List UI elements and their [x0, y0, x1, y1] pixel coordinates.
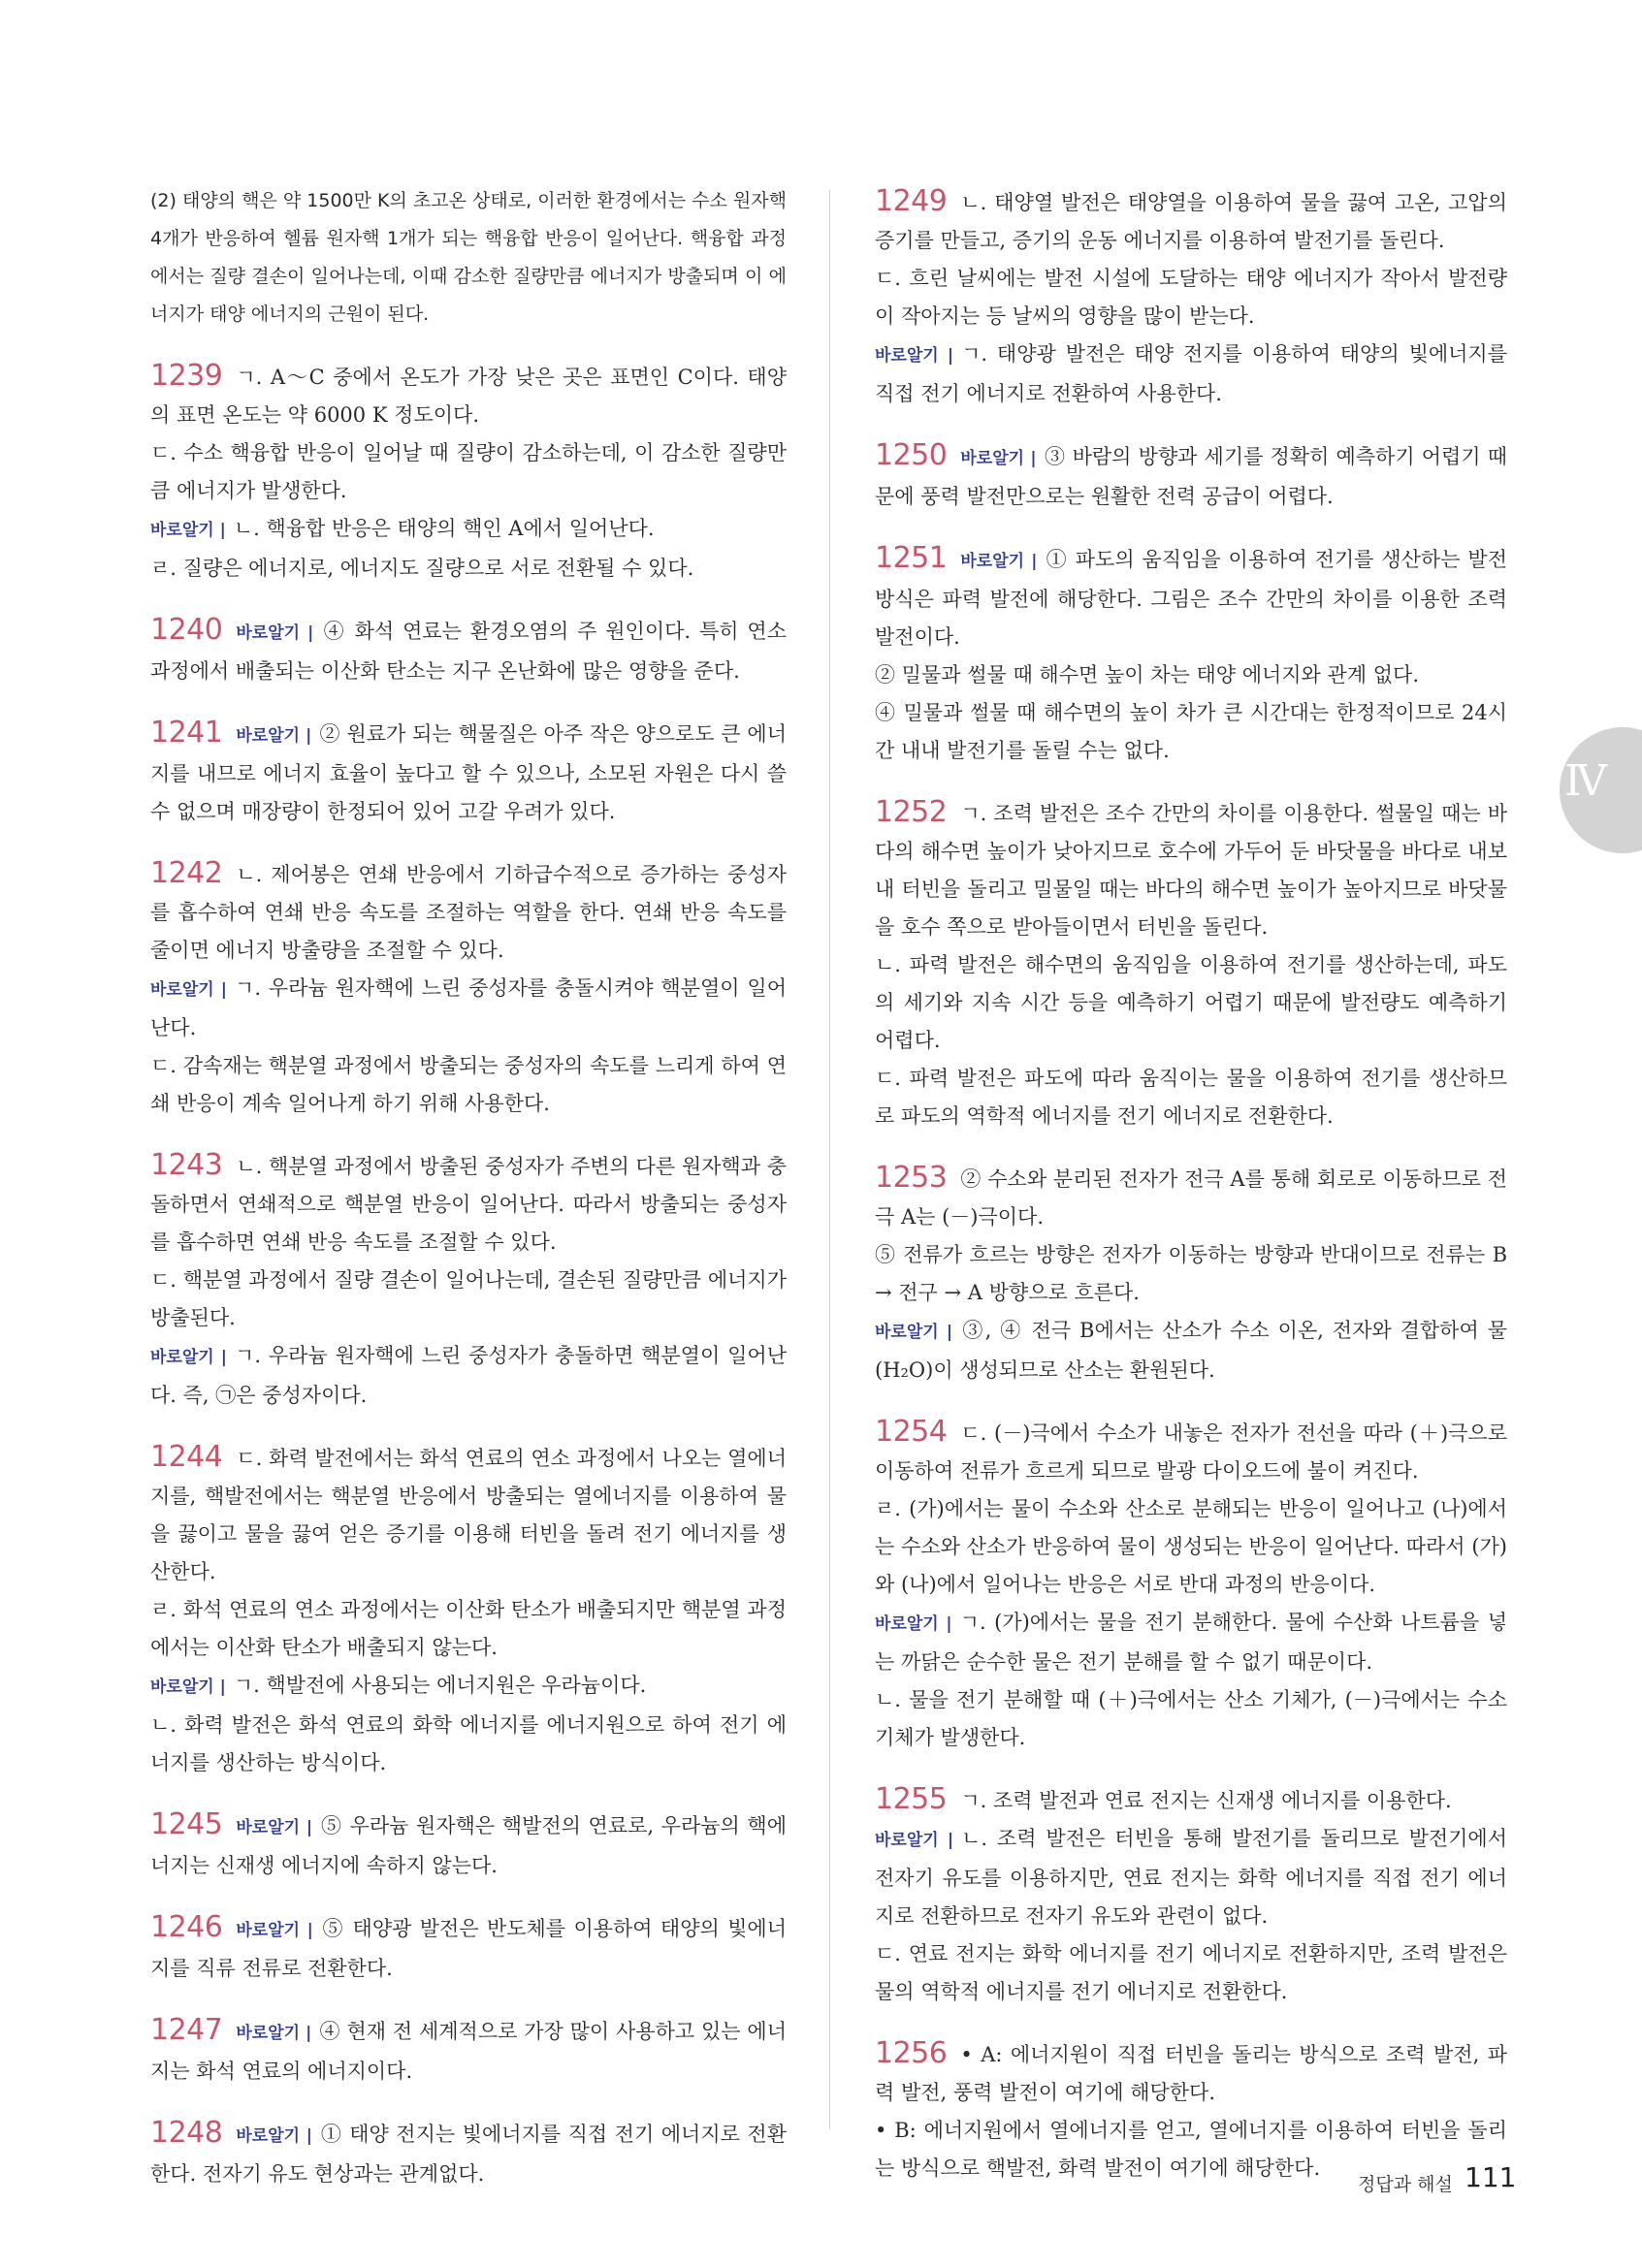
answer-text: ㄴ. 핵융합 반응은 태양의 핵인 A에서 일어난다.	[233, 517, 655, 540]
correction-tag: 바로알기 |	[236, 2126, 313, 2146]
answer-text: ㄷ. 흐린 날씨에는 발전 시설에 도달하는 태양 에너지가 작아서 발전량이 작아지는 등 날씨의 영향을 많이 받는다.	[875, 267, 1507, 328]
answer-text: ㄱ. A～C 중에서 온도가 가장 낮은 곳은 표면인 C이다. 태양의 표면 온도는 약 6000 K 정도이다.	[150, 366, 787, 427]
answer-text: ③ 바람의 방향과 세기를 정확히 예측하기 어렵기 때문에 풍력 발전만으로는 원활한 전력 공급이 어렵다.	[875, 445, 1507, 508]
question-number: 1249	[875, 184, 948, 218]
column-divider	[829, 190, 830, 2129]
answer-line	[150, 970, 787, 1047]
answer-text: ㄴ. 화력 발전은 화석 연료의 화학 에너지를 에너지원으로 하여 전기 에너지를 생산하는 방식이다.	[150, 1713, 787, 1774]
question-number: 1251	[875, 541, 948, 575]
answer-line	[875, 1312, 1507, 1390]
answer-line	[150, 1337, 787, 1415]
answer-text: ④ 현재 전 세계적으로 가장 많이 사용하고 있는 에너지는 화석 연료의 에너지이다.	[150, 2020, 787, 2083]
correction-tag: 바로알기 |	[236, 726, 312, 746]
answer-text: ㄱ. 우라늄 원자핵에 느린 중성자를 충돌시켜야 핵분열이 일어난다.	[150, 976, 787, 1039]
question-number: 1254	[875, 1415, 948, 1449]
answer-text: ㄹ. 질량은 에너지로, 에너지도 질량으로 서로 전환될 수 있다.	[150, 557, 694, 580]
answer-text: ② 밀물과 썰물 때 해수면 높이 차는 태양 에너지와 관계 없다.	[875, 663, 1420, 687]
question-number: 1244	[150, 1440, 223, 1474]
correction-tag: 바로알기 |	[875, 346, 954, 366]
answer-line	[150, 611, 787, 690]
correction-tag: 바로알기 |	[150, 1348, 228, 1367]
answer-entry	[875, 1159, 1507, 1390]
answer-entry	[875, 436, 1507, 516]
question-number: 1253	[875, 1161, 948, 1195]
answer-line	[150, 1591, 787, 1667]
question-number: 1245	[150, 1807, 223, 1841]
answer-entry	[150, 2114, 787, 2193]
answer-text: • B: 에너지원에서 열에너지를 얻고, 열에너지를 이용하여 터빈을 돌리는 방식으로 핵발전, 화력 발전이 여기에 해당한다.	[875, 2119, 1507, 2180]
answer-entry	[150, 854, 787, 1123]
right-column	[875, 182, 1507, 2211]
question-number: 1241	[150, 716, 223, 750]
answer-text: ㄷ. 파력 발전은 파도에 따라 움직이는 물을 이용하여 전기를 생산하므로 파도의 역학적 에너지를 전기 에너지로 전환한다.	[875, 1067, 1507, 1128]
answer-entry	[150, 1146, 787, 1415]
answer-line	[150, 714, 787, 831]
answer-line	[875, 1490, 1507, 1604]
answer-text: ① 태양 전지는 빛에너지를 직접 전기 에너지로 전환한다. 전자기 유도 현상과는 관계없다.	[150, 2123, 787, 2186]
answer-line	[875, 1413, 1507, 1490]
answer-text: ㄴ. 태양열 발전은 태양열을 이용하여 물을 끓여 고온, 고압의 증기를 만들고, 증기의 운동 에너지를 이용하여 발전기를 돌린다.	[875, 191, 1507, 252]
correction-tag: 바로알기 |	[875, 1831, 954, 1850]
answer-text: ③, ④ 전극 B에서는 산소가 수소 이온, 전자와 결합하여 물(H₂O)이 생성되므로 산소는 환원된다.	[875, 1319, 1507, 1382]
correction-tag: 바로알기 |	[960, 449, 1037, 468]
answer-text: ㄷ. 수소 핵융합 반응이 일어날 때 질량이 감소하는데, 이 감소한 질량만큼 에너지가 발생한다.	[150, 441, 787, 502]
answer-line	[150, 1146, 787, 1262]
answer-text: ㄱ. 우라늄 원자핵에 느린 중성자가 충돌하면 핵분열이 일어난다. 즉, ㉠은 중성자이다.	[150, 1344, 787, 1407]
correction-tag: 바로알기 |	[150, 980, 228, 1000]
question-number: 1240	[150, 613, 223, 647]
correction-tag: 바로알기 |	[236, 1921, 313, 1940]
left-column	[150, 182, 787, 2217]
correction-tag: 바로알기 |	[875, 1323, 953, 1342]
answer-text: ② 수소와 분리된 전자가 전극 A를 통해 회로로 이동하므로 전극 A는 (－)극이다.	[875, 1167, 1507, 1229]
answer-entry	[875, 182, 1507, 413]
answer-text: ㄱ. 핵발전에 사용되는 에너지원은 우라늄이다.	[233, 1674, 647, 1697]
answer-line	[875, 1604, 1507, 1681]
answer-text: ㄱ. 조력 발전은 조수 간만의 차이를 이용한다. 썰물일 때는 바다의 해수면 높이가 낮아지므로 호수에 가두어 둔 바닷물을 바다로 내보내 터빈을 돌리고 밀물일 때는 바다의 해수면 높이가 높아지므로 바닷물을 호수 쪽으로 받아들이면서 터빈을 돌린다.	[875, 802, 1507, 939]
answer-entry	[875, 793, 1507, 1135]
answer-entry	[875, 1413, 1507, 1757]
answer-line	[875, 1780, 1507, 1820]
answer-line	[875, 436, 1507, 516]
answer-line	[875, 335, 1507, 413]
correction-tag: 바로알기 |	[150, 1677, 226, 1697]
question-number: 1255	[875, 1782, 948, 1816]
answer-line	[150, 1667, 787, 1707]
answer-line	[150, 2114, 787, 2193]
answer-text: ㄷ. 연료 전지는 화학 에너지를 전기 에너지로 전환하지만, 조력 발전은 물의 역학적 에너지를 전기 에너지로 전환한다.	[875, 1942, 1507, 2003]
answer-line	[875, 946, 1507, 1060]
question-number: 1256	[875, 2036, 948, 2070]
answer-line	[150, 1438, 787, 1591]
answer-text: ② 원료가 되는 핵물질은 아주 작은 양으로도 큰 에너지를 내므로 에너지 효율이 높다고 할 수 있으나, 소모된 자원은 다시 쓸 수 없으며 매장량이 한정되어 있어 고갈 우려가 있다.	[150, 722, 787, 823]
answer-text: ㄱ. 조력 발전과 연료 전지는 신재생 에너지를 이용한다.	[960, 1789, 1452, 1812]
answer-entry	[875, 1780, 1507, 2011]
answer-text: ㄱ. (가)에서는 물을 전기 분해한다. 물에 수산화 나트륨을 넣는 까닭은 순수한 물은 전기 분해를 할 수 없기 때문이다.	[875, 1611, 1507, 1674]
answer-entry	[150, 357, 787, 588]
answer-line	[150, 1047, 787, 1123]
answer-text: ⑤ 우라늄 원자핵은 핵발전의 연료로, 우라늄의 핵에너지는 신재생 에너지에 속하지 않는다.	[150, 1814, 787, 1877]
answer-text: ⑤ 전류가 흐르는 방향은 전자가 이동하는 방향과 반대이므로 전류는 B → 전구 → A 방향으로 흐른다.	[875, 1243, 1507, 1304]
answer-line	[875, 260, 1507, 335]
question-number: 1247	[150, 2013, 223, 2047]
answer-entry	[150, 1908, 787, 1988]
answer-line	[875, 2034, 1507, 2112]
answer-line	[150, 510, 787, 550]
answer-line	[875, 1159, 1507, 1236]
question-number: 1243	[150, 1148, 223, 1182]
question-number: 1246	[150, 1910, 223, 1944]
answer-text: ㄷ. 화력 발전에서는 화석 연료의 연소 과정에서 나오는 열에너지를, 핵발전에서는 핵분열 반응에서 방출되는 열에너지를 이용하여 물을 끓이고 물을 끓여 얻은 증기를 이용해 터빈을 돌려 전기 에너지를 생산한다.	[150, 1447, 787, 1583]
answer-line	[150, 854, 787, 970]
answer-line	[150, 1262, 787, 1337]
question-number: 1248	[150, 2116, 223, 2150]
answer-line	[875, 1236, 1507, 1312]
correction-tag: 바로알기 |	[960, 552, 1038, 571]
answer-text: ⑤ 태양광 발전은 반도체를 이용하여 태양의 빛에너지를 직류 전류로 전환한다.	[150, 1917, 787, 1980]
answer-entry	[150, 611, 787, 690]
answer-text: ④ 화석 연료는 환경오염의 주 원인이다. 특히 연소 과정에서 배출되는 이산화 탄소는 지구 온난화에 많은 영향을 준다.	[150, 620, 787, 683]
answer-line	[150, 434, 787, 510]
answer-line	[875, 793, 1507, 946]
answer-line	[150, 357, 787, 434]
section-tab-label: Ⅳ	[1564, 756, 1607, 806]
answer-text: ㄷ. 핵분열 과정에서 질량 결손이 일어나는데, 결손된 질량만큼 에너지가 방출된다.	[150, 1268, 787, 1329]
answer-line	[875, 1681, 1507, 1757]
answer-line	[875, 1935, 1507, 2011]
answer-text: ㄱ. 태양광 발전은 태양 전지를 이용하여 태양의 빛에너지를 직접 전기 에너지로 전환하여 사용한다.	[875, 342, 1507, 405]
correction-tag: 바로알기 |	[236, 1818, 313, 1837]
answer-entry	[150, 714, 787, 831]
answer-line	[875, 1060, 1507, 1135]
answer-text: ㄴ. 제어봉은 연쇄 반응에서 기하급수적으로 증가하는 중성자를 흡수하여 연쇄 반응 속도를 조절하는 역할을 한다. 연쇄 반응 속도를 줄이면 에너지 방출량을 조절할 수 있다.	[150, 863, 787, 962]
answer-line	[875, 694, 1507, 770]
answer-entry	[875, 2034, 1507, 2188]
answer-line	[875, 1820, 1507, 1935]
question-number: 1252	[875, 795, 948, 829]
footer-label: 정답과 해설	[1358, 2174, 1453, 2195]
answer-entry	[875, 539, 1507, 770]
question-number: 1250	[875, 438, 948, 472]
correction-tag: 바로알기 |	[150, 521, 226, 540]
correction-tag: 바로알기 |	[236, 2024, 312, 2043]
answer-line	[150, 2011, 787, 2091]
answer-text: ④ 밀물과 썰물 때 해수면의 높이 차가 큰 시간대는 한정적이므로 24시간 내내 발전기를 돌릴 수는 없다.	[875, 701, 1507, 762]
correction-tag: 바로알기 |	[875, 1614, 952, 1634]
answer-text: ㄹ. (가)에서는 물이 수소와 산소로 분해되는 반응이 일어나고 (나)에서는 수소와 산소가 반응하여 물이 생성되는 반응이 일어난다. 따라서 (가)와 (나)에서 일어나는 반응은 서로 반대 과정의 반응이다.	[875, 1497, 1507, 1596]
answer-text: ㄷ. (－)극에서 수소가 내놓은 전자가 전선을 따라 (＋)극으로 이동하여 전류가 흐르게 되므로 발광 다이오드에 불이 켜진다.	[875, 1421, 1507, 1483]
answer-text: • A: 에너지원이 직접 터빈을 돌리는 방식으로 조력 발전, 파력 발전, 풍력 발전이 여기에 해당한다.	[875, 2043, 1507, 2104]
question-number: 1242	[150, 856, 223, 890]
answer-text: ㄴ. 파력 발전은 해수면의 움직임을 이용하여 전기를 생산하는데, 파도의 세기와 지속 시간 등을 예측하기 어렵기 때문에 발전량도 예측하기 어렵다.	[875, 953, 1507, 1052]
answer-text: ㄷ. 감속재는 핵분열 과정에서 방출되는 중성자의 속도를 느리게 하여 연쇄 반응이 계속 일어나게 하기 위해 사용한다.	[150, 1054, 787, 1115]
answer-line	[150, 1805, 787, 1885]
correction-tag: 바로알기 |	[236, 623, 314, 643]
answer-entry	[150, 2011, 787, 2091]
answer-line	[875, 656, 1507, 694]
answer-text: ㄴ. 조력 발전은 터빈을 통해 발전기를 돌리므로 발전기에서 전자기 유도를 이용하지만, 연료 전지는 화학 에너지를 직접 전기 에너지로 전환하므로 전자기 유도와 관련이 없다.	[875, 1827, 1507, 1928]
question-number: 1239	[150, 359, 223, 393]
answer-text: ㄴ. 물을 전기 분해할 때 (＋)극에서는 산소 기체가, (－)극에서는 수소 기체가 발생한다.	[875, 1688, 1507, 1749]
answer-text: ① 파도의 움직임을 이용하여 전기를 생산하는 발전 방식은 파력 발전에 해당한다. 그림은 조수 간만의 차이를 이용한 조력 발전이다.	[875, 548, 1507, 649]
answer-line	[875, 182, 1507, 260]
answer-line	[875, 539, 1507, 656]
answer-entry	[150, 1805, 787, 1885]
answer-line	[150, 1707, 787, 1782]
answer-text: ㄴ. 핵분열 과정에서 방출된 중성자가 주변의 다른 원자핵과 충돌하면서 연쇄적으로 핵분열 반응이 일어난다. 따라서 방출되는 중성자를 흡수하면 연쇄 반응 속도를 조절할 수 있다.	[150, 1155, 787, 1254]
page-number: 111	[1465, 2161, 1517, 2193]
intro-paragraph: (2) 태양의 핵은 약 1500만 K의 초고온 상태로, 이러한 환경에서는 수소 원자핵 4개가 반응하여 헬륨 원자핵 1개가 되는 핵융합 반응이 일어난다. 핵융합 과정에서는 질량 결손이 일어나는데, 이때 감소한 질량만큼 에너지가 방출되며 이 에너지가 태양 에너지의 근원이 된다.	[150, 190, 787, 325]
answer-line	[150, 550, 787, 588]
answer-text: ㄹ. 화석 연료의 연소 과정에서는 이산화 탄소가 배출되지만 핵분열 과정에서는 이산화 탄소가 배출되지 않는다.	[150, 1598, 787, 1659]
answer-line	[150, 1908, 787, 1988]
answer-entry	[150, 1438, 787, 1782]
